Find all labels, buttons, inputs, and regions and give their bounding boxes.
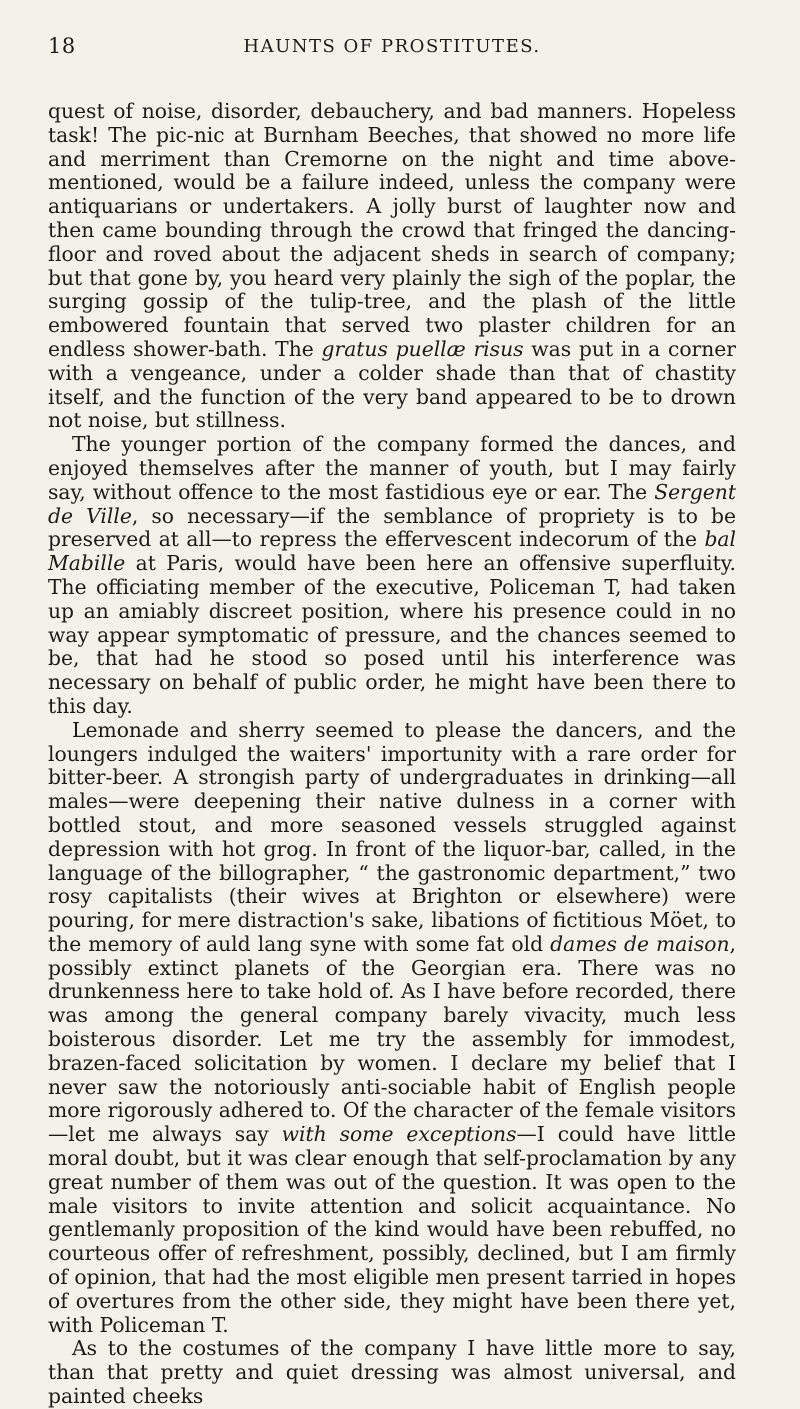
text-run: was put in a corner with a vengeance, under a colder shade than that of chastity itself, and the function of the very band appeared to be to drown not noise, but stillness. [48, 336, 736, 433]
paragraph [48, 719, 736, 1338]
text-run: The younger portion of the company formed the dances, and enjoyed themselves after the manner of youth, but I may fairly say, without offence to the most fastidious eye or ear. The [48, 432, 736, 504]
paragraph [48, 100, 736, 433]
italic-text: gratus puellæ risus [321, 336, 524, 361]
paragraph [48, 1337, 736, 1408]
page-body [48, 100, 736, 1409]
paragraph [48, 433, 736, 719]
text-run: , so necessary—if the semblance of propriety is to be preserved at all—to repress the effervescent indecorum of the [48, 503, 736, 552]
text-run: quest of noise, disorder, debauchery, and bad manners. Hopeless task! The pic-nic at Burnham Beeches, that showed no more life and merriment than Cremorne on the night and time above-mentioned, would be a failure indeed, unless the company were antiquarians or undertakers. A jolly burst of laughter now and then came bounding through the crowd that fringed the dancing-floor and roved about the adjacent sheds in search of company; but that gone by, you heard very plainly the sigh of the poplar, the surging gossip of the tulip-tree, and the plash of the little embowered fountain that served two plaster children for an endless shower-bath. The [48, 99, 736, 361]
page-number: 18 [48, 34, 76, 58]
text-run: Lemonade and sherry seemed to please the dancers, and the loungers indulged the waiters' importunity with a rare order for bitter-beer. A strongish party of undergraduates in drinking—all males—were deepening their native dulness in a corner with bottled stout, and more seasoned vessels struggled against depression with hot grog. In front of the liquor-bar, called, in the language of the billographer, “ the gastronomic department,” two rosy capitalists (their wives at Brighton or elsewhere) were pouring, for mere distraction's sake, libations of fictitious Möet, to the memory of auld lang syne with some fat old [48, 717, 736, 956]
italic-text: with some exceptions [281, 1122, 517, 1147]
text-run: at Paris, would have been here an offensive superfluity. The officiating member of the executive, Policeman T, had taken up an amiably discreet position, where his presence could in no way appear symptomatic of pressure, and the chances seemed to be, that had he stood so posed until his interference was necessary on behalf of public order, he might have been there to this day. [48, 551, 736, 718]
italic-text: Sergent de Ville [48, 479, 736, 528]
text-run: , possibly extinct planets of the Georgian era. There was no drunkenness here to take hold of. As I have before recorded, there was among the general company barely vivacity, much less boisterous disorder. Let me try the assembly for immodest, brazen-faced solicitation by women. I declare my belief that I never saw the notoriously anti-sociable habit of English people more rigorously adhered to. Of the character of the female visitors—let me always say [48, 931, 736, 1147]
running-head: HAUNTS OF PROSTITUTES. [243, 36, 541, 57]
italic-text: bal Mabille [48, 527, 736, 576]
italic-text: dames de maison [550, 931, 730, 956]
text-run: As to the costumes of the company I have little more to say, than that pretty and quiet dressing was almost universal, and painted cheeks [48, 1336, 736, 1409]
page-header [48, 34, 736, 68]
text-run: —I could have little moral doubt, but it was clear enough that self-proclamation by any great number of them was out of the question. It was open to the male visitors to invite attention and solicit acquaintance. No gentlemanly proposition of the kind would have been rebuffed, no courteous offer of refreshment, possibly, declined, but I am firmly of opinion, that had the most eligible men present tarried in hopes of overtures from the other side, they might have been there yet, with Policeman T. [48, 1122, 737, 1337]
